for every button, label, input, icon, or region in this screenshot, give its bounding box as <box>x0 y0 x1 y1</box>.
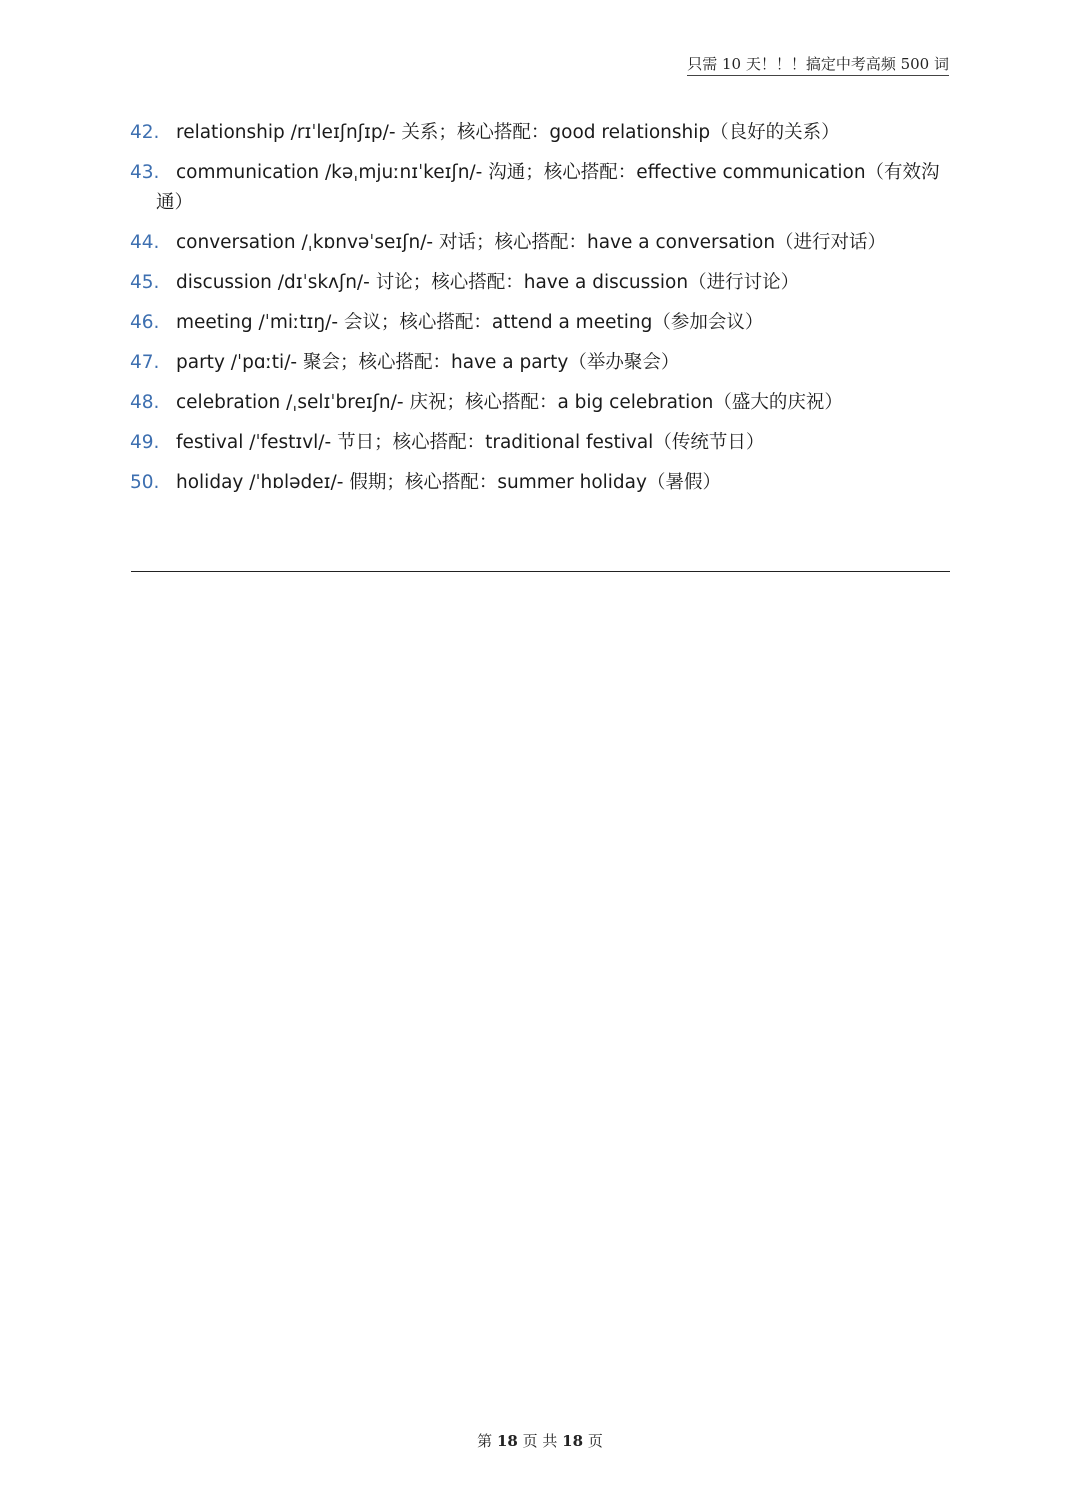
item-text: relationship /rɪˈleɪʃnʃɪp/- 关系；核心搭配：good relationship（良好的关系） <box>176 122 840 143</box>
item-number: 45. <box>130 272 160 293</box>
footer-suffix: 页 <box>587 1432 603 1450</box>
item-text: festival /ˈfestɪvl/- 节日；核心搭配：traditional festival（传统节日） <box>176 432 765 453</box>
list-item <box>130 228 950 258</box>
footer-page-number: 18 <box>496 1432 518 1450</box>
item-number: 43. <box>130 162 160 183</box>
item-text: meeting /ˈmiːtɪŋ/- 会议；核心搭配：attend a meeting（参加会议） <box>176 312 764 333</box>
item-text: discussion /dɪˈskʌʃn/- 讨论；核心搭配：have a discussion（进行讨论） <box>176 272 800 293</box>
page-header-title: 只需 10 天！！！搞定中考高频 500 词 <box>687 53 949 76</box>
item-number: 42. <box>130 122 160 143</box>
footer-total-pages: 18 <box>562 1432 584 1450</box>
list-item <box>130 388 950 418</box>
list-item <box>130 158 950 218</box>
item-number: 50. <box>130 472 160 493</box>
footer-prefix: 第 <box>477 1432 493 1450</box>
list-item <box>130 308 950 338</box>
list-item <box>130 268 950 298</box>
section-divider <box>131 571 950 572</box>
item-text: conversation /ˌkɒnvəˈseɪʃn/- 对话；核心搭配：have a conversation（进行对话） <box>176 232 887 253</box>
list-item <box>130 468 950 498</box>
item-text: celebration /ˌselɪˈbreɪʃn/- 庆祝；核心搭配：a big celebration（盛大的庆祝） <box>176 392 843 413</box>
list-item <box>130 428 950 458</box>
footer-mid: 页 共 <box>522 1432 558 1450</box>
item-text: party /ˈpɑːti/- 聚会；核心搭配：have a party（举办聚会） <box>176 352 680 373</box>
item-number: 48. <box>130 392 160 413</box>
item-text: communication /kəˌmjuːnɪˈkeɪʃn/- 沟通；核心搭配：effective communication（有效沟 <box>176 162 940 183</box>
item-text: holiday /ˈhɒlədeɪ/- 假期；核心搭配：summer holiday（暑假） <box>176 472 721 493</box>
list-item <box>130 348 950 378</box>
list-item <box>130 118 950 148</box>
vocabulary-list <box>130 118 950 508</box>
item-number: 46. <box>130 312 160 333</box>
item-text-continuation: 通） <box>156 192 194 213</box>
item-number: 44. <box>130 232 160 253</box>
item-number: 49. <box>130 432 160 453</box>
page-footer <box>0 1430 1080 1451</box>
item-number: 47. <box>130 352 160 373</box>
